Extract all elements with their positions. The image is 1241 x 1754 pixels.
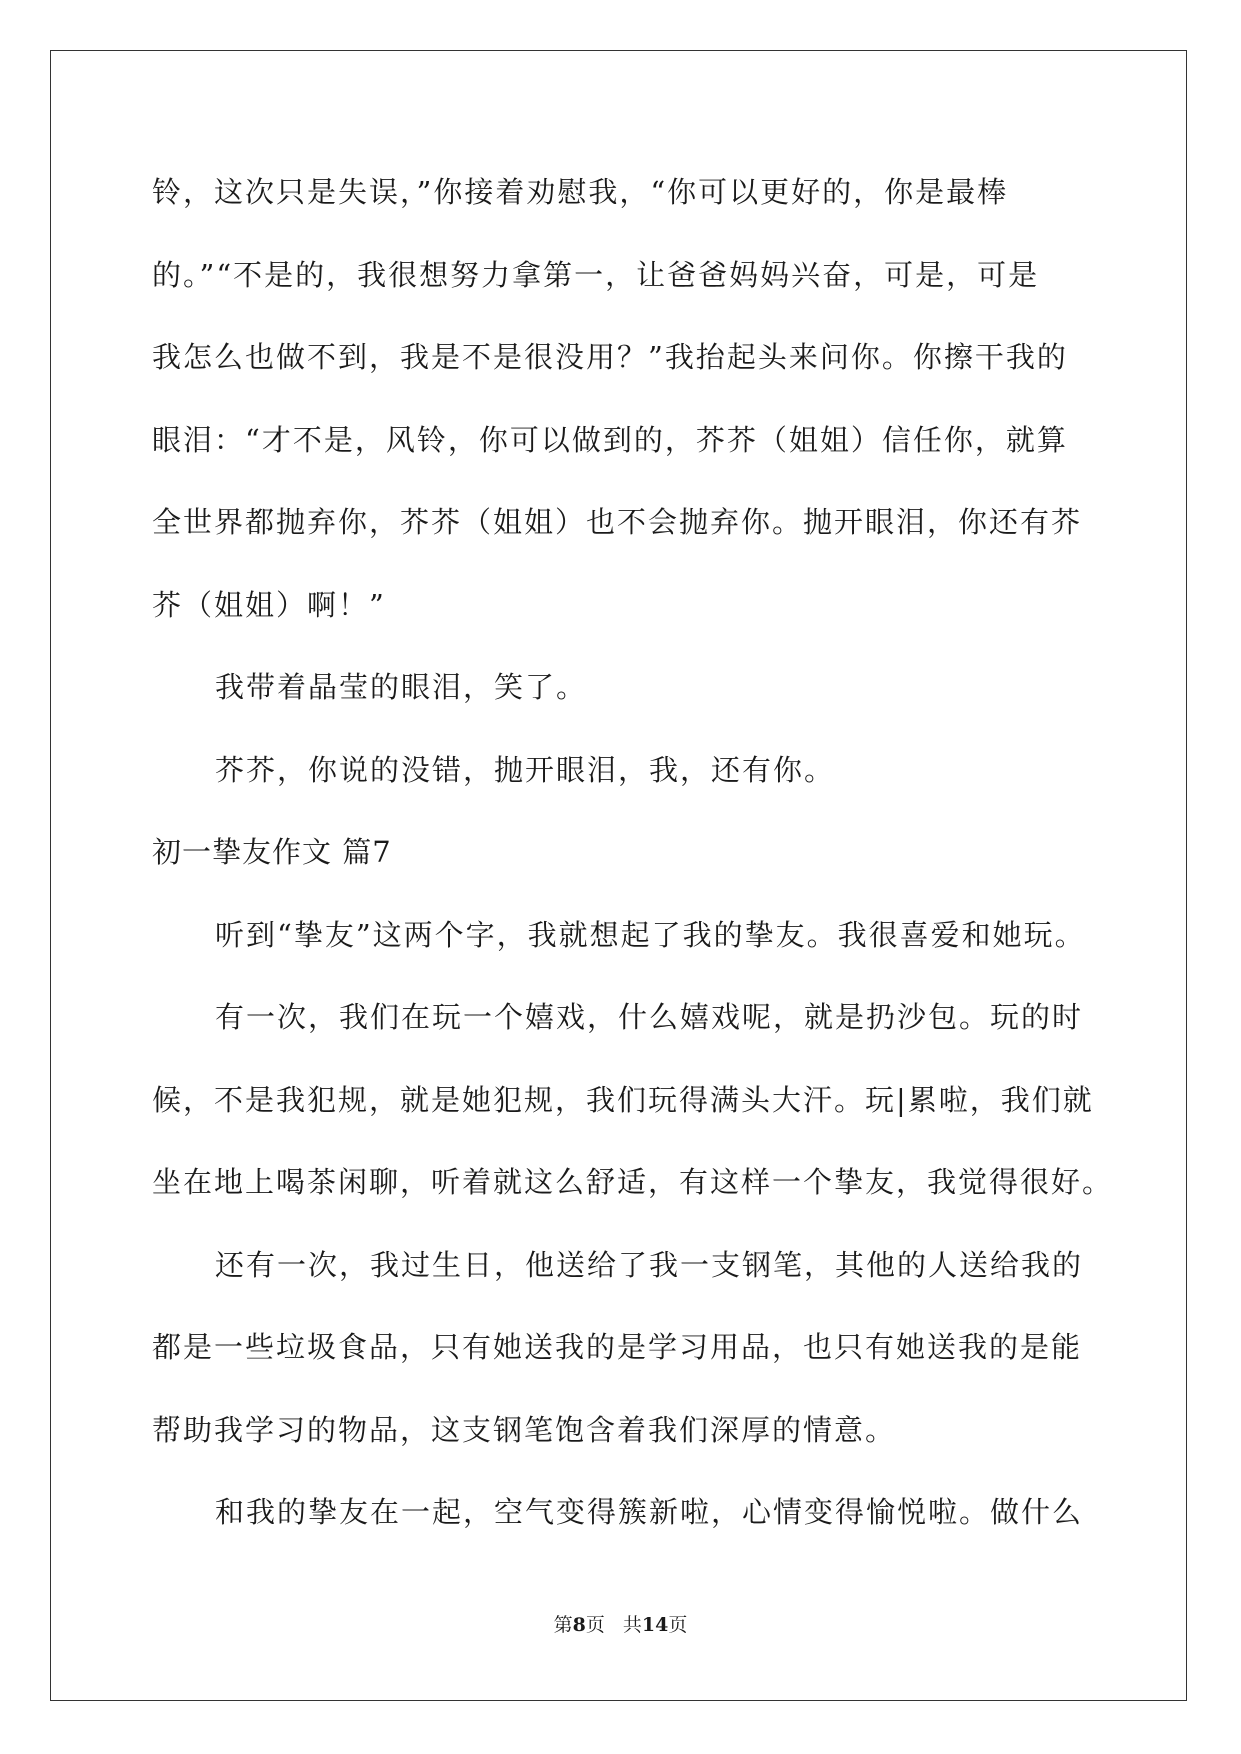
text-line: 铃，这次只是失误，”你接着劝慰我，“你可以更好的，你是最棒 — [152, 175, 1009, 209]
text-line: 的。”“不是的，我很想努力拿第一，让爸爸妈妈兴奋，可是，可是 — [152, 257, 1040, 292]
text-line: 全世界都抛弃你，芥芥（姐姐）也不会抛弃你。抛开眼泪，你还有芥 — [152, 505, 1083, 539]
total-unit: 页 — [668, 1614, 688, 1636]
paragraph-line: 听到“挚友”这两个字，我就想起了我的挚友。我很喜爱和她玩。 — [215, 917, 1086, 952]
page-unit: 页 — [585, 1614, 605, 1636]
text-line: 候，不是我犯规，就是她犯规，我们玩得满头大汗。玩|累啦，我们就 — [152, 1082, 1094, 1117]
page-current: 8 — [572, 1614, 586, 1636]
paragraph-line: 芥芥，你说的没错，抛开眼泪，我，还有你。 — [215, 752, 836, 787]
text-line: 眼泪：“才不是，风铃，你可以做到的，芥芥（姐姐）信任你，就算 — [152, 422, 1068, 457]
paragraph-line: 我带着晶莹的眼泪，笑了。 — [215, 670, 588, 704]
page-total: 14 — [641, 1614, 669, 1636]
paragraph-line: 还有一次，我过生日，他送给了我一支钢笔，其他的人送给我的 — [215, 1247, 1084, 1282]
paragraph-line: 和我的挚友在一起，空气变得簇新啦，心情变得愉悦啦。做什么 — [215, 1495, 1084, 1529]
text-line: 芥（姐姐）啊！” — [152, 587, 386, 622]
paragraph-line: 有一次，我们在玩一个嬉戏，什么嬉戏呢，就是扔沙包。玩的时 — [215, 1000, 1084, 1034]
page-prefix: 第 — [553, 1614, 573, 1636]
page-footer — [0, 1610, 1241, 1637]
text-line: 帮助我学习的物品，这支钢笔饱含着我们深厚的情意。 — [152, 1412, 897, 1447]
document-body — [152, 162, 1114, 1565]
text-line: 坐在地上喝茶闲聊，听着就这么舒适，有这样一个挚友，我觉得很好。 — [152, 1165, 1114, 1199]
text-line: 我怎么也做不到，我是不是很没用？”我抬起头来问你。你擦干我的 — [152, 340, 1068, 374]
section-heading: 初一挚友作文 篇7 — [152, 835, 392, 869]
total-prefix: 共 — [622, 1614, 642, 1636]
text-line: 都是一些垃圾食品，只有她送我的是学习用品，也只有她送我的是能 — [152, 1330, 1083, 1364]
